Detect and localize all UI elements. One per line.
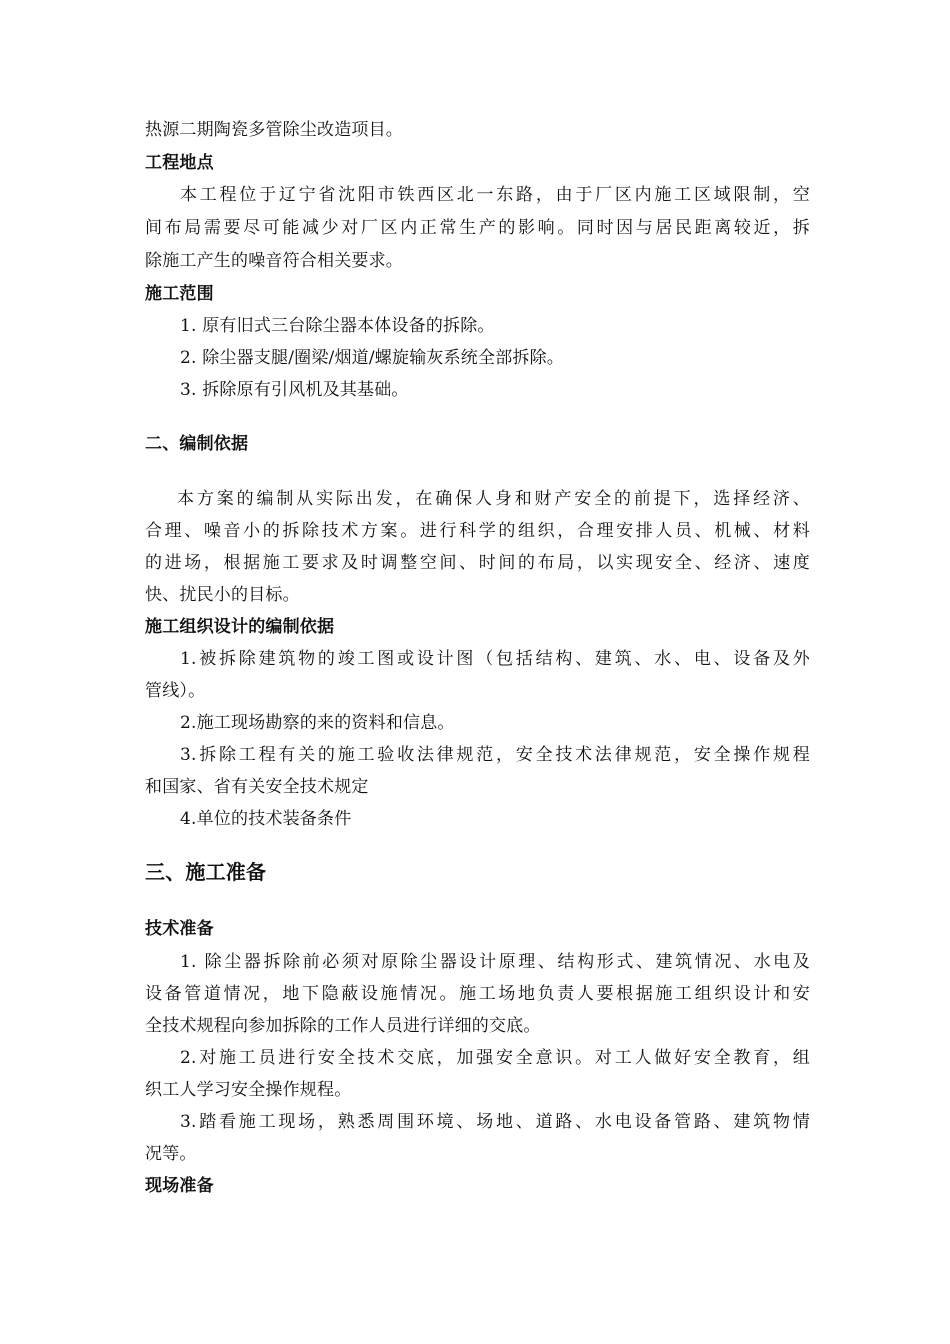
paragraph-line: 本方案的编制从实际出发，在确保人身和财产安全的前提下，选择经济、 — [177, 489, 810, 509]
list-item-continuation: 织工人学习安全操作规程。 — [145, 1080, 352, 1100]
paragraph-line: 快、扰民小的目标。 — [145, 585, 300, 605]
heading-construction-scope: 施工范围 — [145, 284, 214, 304]
list-item-continuation: 设备管道情况，地下隐蔽设施情况。施工场地负责人要根据施工组织设计和安 — [145, 984, 810, 1004]
heading-site-preparation: 现场准备 — [145, 1176, 214, 1196]
list-item: 2.施工现场勘察的来的资料和信息。 — [180, 713, 455, 733]
list-item: 1. 除尘器拆除前必须对原除尘器设计原理、结构形式、建筑情况、水电及 — [180, 952, 810, 972]
heading-technical-preparation: 技术准备 — [145, 919, 214, 939]
text-line: 热源二期陶瓷多管除尘改造项目。 — [145, 120, 403, 140]
list-item: 1. 原有旧式三台除尘器本体设备的拆除。 — [180, 316, 495, 336]
heading-design-basis: 施工组织设计的编制依据 — [145, 617, 335, 637]
list-item: 3. 拆除原有引风机及其基础。 — [180, 380, 409, 400]
list-item-continuation: 况等。 — [145, 1144, 197, 1164]
list-item: 2. 除尘器支腿/圈梁/烟道/螺旋输灰系统全部拆除。 — [180, 348, 565, 368]
list-item: 3.踏看施工现场，熟悉周围环境、场地、道路、水电设备管路、建筑物情 — [180, 1112, 810, 1132]
heading-project-location: 工程地点 — [145, 153, 214, 173]
list-item-continuation: 管线）。 — [145, 681, 206, 701]
list-item-continuation: 全技术规程向参加拆除的工作人员进行详细的交底。 — [145, 1016, 541, 1036]
list-item: 4.单位的技术装备条件 — [180, 809, 352, 829]
list-item-continuation: 和国家、省有关安全技术规定 — [145, 777, 369, 797]
section-heading-preparation: 三、施工准备 — [145, 860, 267, 884]
list-item: 2.对施工员进行安全技术交底，加强安全意识。对工人做好安全教育，组 — [180, 1048, 810, 1068]
list-item: 3.拆除工程有关的施工验收法律规范，安全技术法律规范，安全操作规程 — [180, 745, 810, 765]
paragraph-line: 间布局需要尽可能减少对厂区内正常生产的影响。同时因与居民距离较近，拆 — [145, 218, 810, 238]
list-item: 1.被拆除建筑物的竣工图或设计图（包括结构、建筑、水、电、设备及外 — [180, 649, 810, 669]
paragraph-line: 的进场，根据施工要求及时调整空间、时间的布局，以实现安全、经济、速度 — [145, 553, 810, 573]
section-heading-basis: 二、编制依据 — [145, 434, 249, 454]
paragraph-line: 本工程位于辽宁省沈阳市铁西区北一东路，由于厂区内施工区域限制，空 — [180, 185, 810, 205]
paragraph-line: 合理、噪音小的拆除技术方案。进行科学的组织，合理安排人员、机械、材料 — [145, 521, 810, 541]
paragraph-line: 除施工产生的噪音符合相关要求。 — [145, 251, 403, 271]
